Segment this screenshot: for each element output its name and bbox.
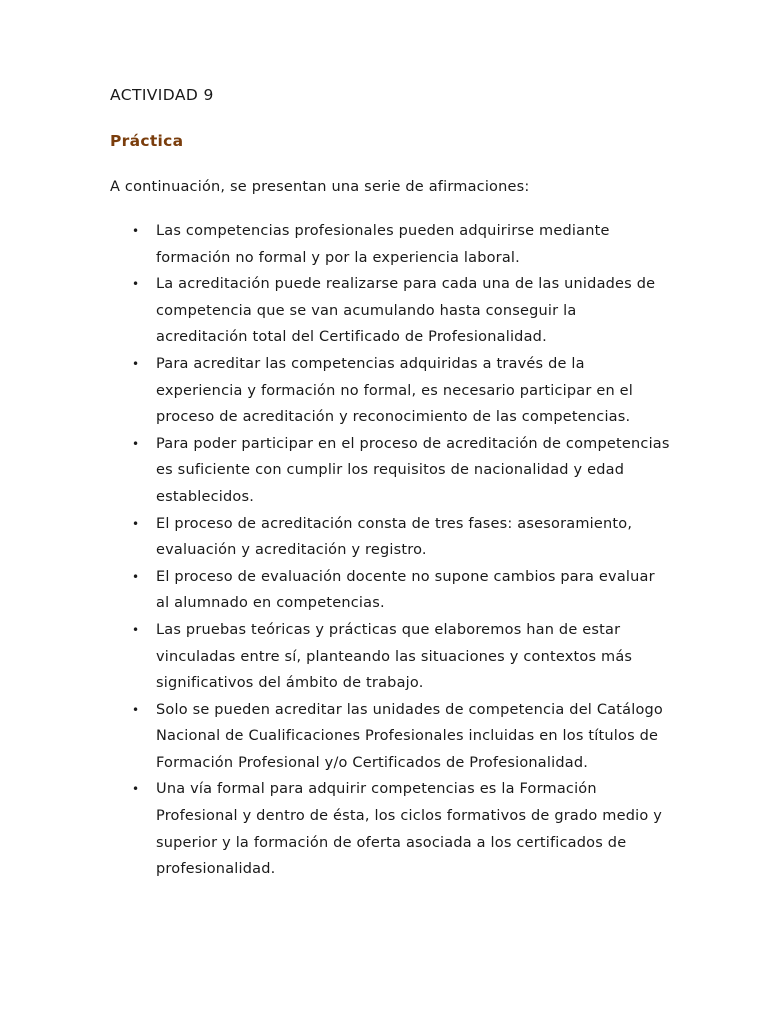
bullet-icon: • xyxy=(132,224,140,238)
bullet-icon: • xyxy=(132,622,140,637)
document-page xyxy=(110,84,670,883)
statement-text: Las competencias profesionales pueden adquirirse mediante formación no formal y por la experiencia laboral. xyxy=(156,223,610,266)
statement-text: El proceso de evaluación docente no supone cambios para evaluar al alumnado en competencias. xyxy=(156,568,655,612)
bullet-icon: • xyxy=(132,277,140,292)
bullet-icon: • xyxy=(132,516,140,531)
bullet-icon: • xyxy=(132,569,140,584)
list-item xyxy=(110,697,670,777)
statement-text: Una vía formal para adquirir competencias es la Formación Profesional y dentro de ésta, los ciclos formativos de grado medio y superior y la formación de oferta asociada a los certificados de profesionalidad. xyxy=(156,781,663,878)
statement-text: Para acreditar las competencias adquiridas a través de la experiencia y formación no formal, es necesario participar en el proceso de acreditación y reconocimiento de las competencias. xyxy=(156,355,634,426)
intro-paragraph: A continuación, se presentan una serie de afirmaciones: xyxy=(110,179,530,195)
bullet-icon: • xyxy=(132,356,140,371)
statement-text: Las pruebas teóricas y prácticas que elaboremos han de estar vinculadas entre sí, planteando las situaciones y contextos más significativos del ámbito de trabajo. xyxy=(156,621,633,692)
statement-text: Para poder participar en el proceso de acreditación de competencias es suficiente con cumplir los requisitos de nacionalidad y edad establecidos. xyxy=(156,435,670,505)
section-title: Práctica xyxy=(110,132,184,150)
list-item xyxy=(110,271,670,351)
bullet-icon: • xyxy=(132,436,140,451)
list-item xyxy=(110,617,670,697)
list-item xyxy=(110,351,670,431)
statement-text: El proceso de acreditación consta de tres fases: asesoramiento, evaluación y acreditación y registro. xyxy=(156,515,633,559)
list-item xyxy=(110,511,670,564)
list-item xyxy=(110,431,670,511)
list-item xyxy=(110,564,670,617)
list-item xyxy=(110,776,670,882)
bullet-icon: • xyxy=(132,702,140,717)
activity-title: ACTIVIDAD 9 xyxy=(110,86,214,104)
statement-text: Solo se pueden acreditar las unidades de competencia del Catálogo Nacional de Cualificaciones Profesionales incluidas en los títulos de Formación Profesional y/o Certificados de Profesionalidad. xyxy=(156,701,664,771)
statement-text: La acreditación puede realizarse para cada una de las unidades de competencia que se van acumulando hasta conseguir la acreditación total del Certificado de Profesionalidad. xyxy=(156,276,656,346)
statements-list xyxy=(110,218,670,883)
list-item xyxy=(110,218,670,271)
bullet-icon: • xyxy=(132,782,140,797)
